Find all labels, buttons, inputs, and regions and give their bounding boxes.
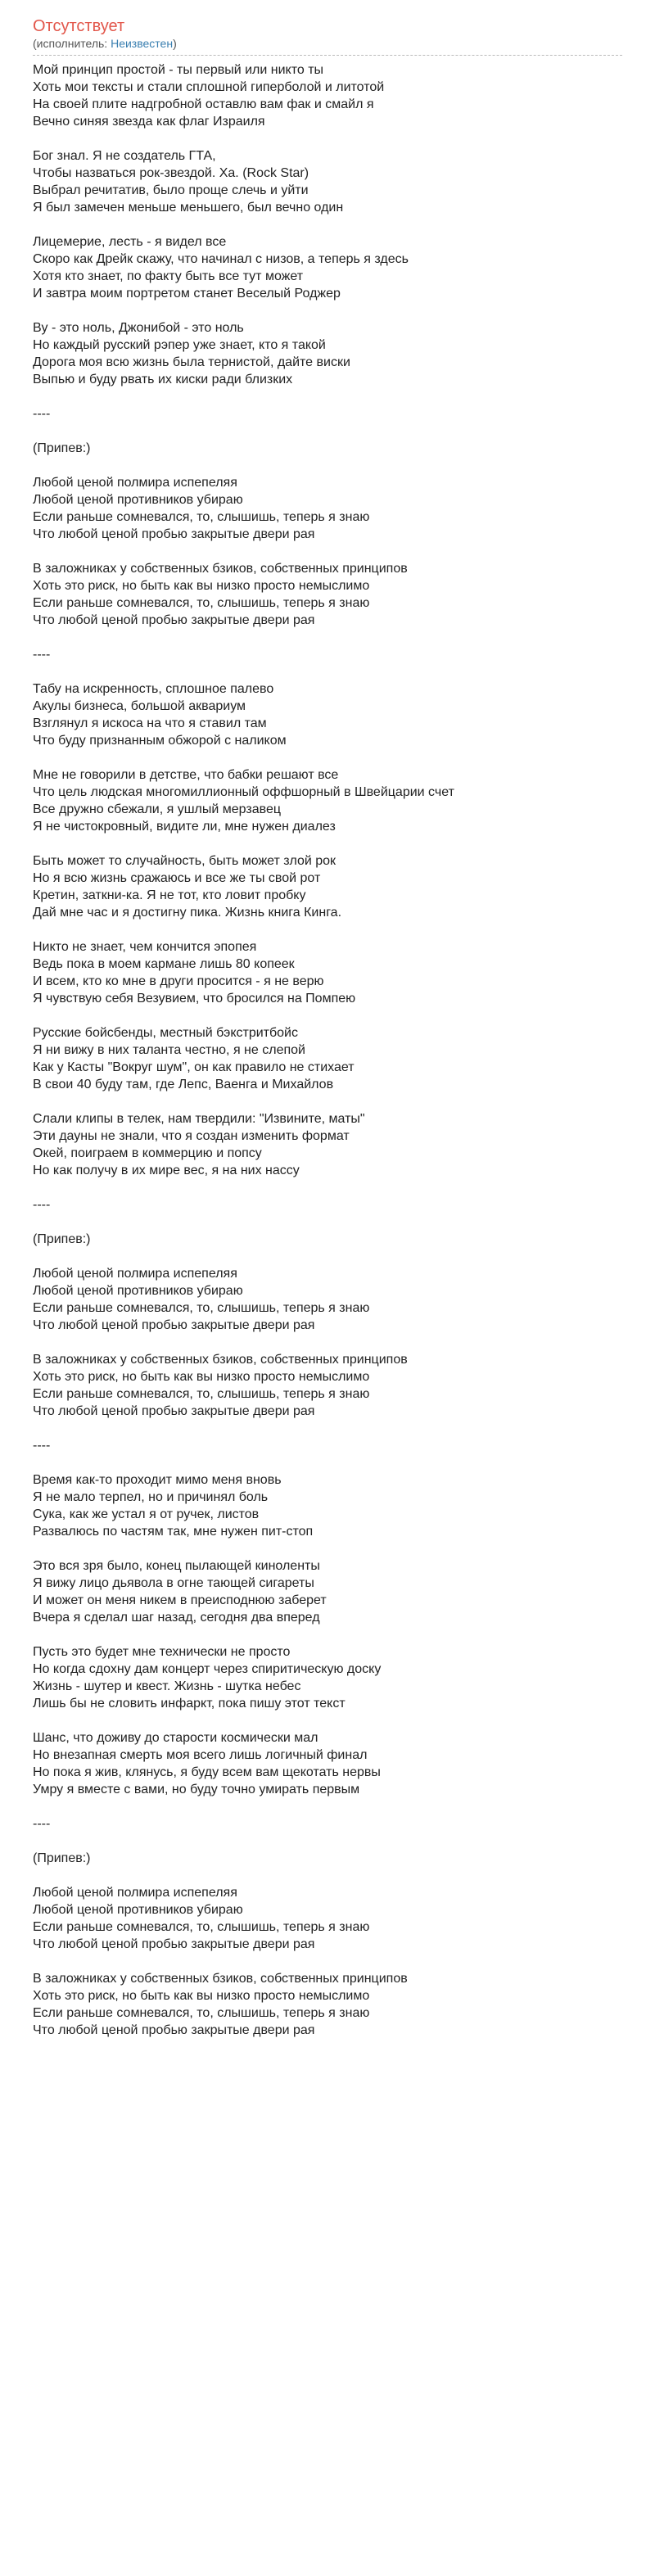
lyric-line: Скоро как Дрейк скажу, что начинал с низов, а теперь я здесь [33, 252, 409, 266]
lyric-line: Окей, поиграем в коммерцию и попсу [33, 1146, 262, 1160]
lyric-line: Любой ценой полмира испепеляя [33, 476, 237, 490]
lyric-line: Это вся зря было, конец пылающей киноленты [33, 1559, 320, 1573]
lyric-line: Что цель людская многомиллионный оффшорный в Швейцарии счет [33, 785, 454, 799]
lyric-line: Умру я вместе с вами, но буду точно умирать первым [33, 1783, 360, 1796]
stanza [33, 319, 622, 388]
lyric-line: Я был замечен меньше меньшего, был вечно один [33, 201, 344, 215]
lyric-line: Но каждый русский рэпер уже знает, кто я такой [33, 338, 326, 352]
lyric-line: Любой ценой полмира испепеляя [33, 1886, 237, 1900]
stanza [33, 233, 622, 302]
lyric-line: Дай мне час и я достигну пика. Жизнь книга Кинга. [33, 906, 342, 920]
artist-suffix: ) [173, 37, 177, 50]
lyric-line: Что любой ценой пробью закрытые двери рая [33, 1404, 315, 1418]
lyric-line: Хоть это риск, но быть как вы низко просто немыслимо [33, 579, 370, 593]
lyric-line: В заложниках у собственных бзиков, собственных принципов [33, 562, 408, 576]
lyric-line: Мне не говорили в детстве, что бабки решают все [33, 768, 339, 782]
stanza [33, 938, 622, 1007]
artist-line [33, 36, 622, 56]
lyric-line: Я чувствую себя Везувием, что бросился на Помпею [33, 992, 356, 1006]
lyric-line: Вечно синяя звезда как флаг Израиля [33, 115, 265, 129]
lyric-line: Выбрал речитатив, было проще слечь и уйти [33, 183, 309, 197]
lyric-line: Лицемерие, лесть - я видел все [33, 235, 227, 249]
lyric-line: Как у Касты "Вокруг шум", он как правило не стихает [33, 1060, 355, 1074]
song-title: Отсутствует [33, 17, 125, 35]
lyric-line: Но пока я жив, клянусь, я буду всем вам щекотать нервы [33, 1765, 381, 1779]
stanza [33, 766, 622, 835]
lyric-line: Слали клипы в телек, нам твердили: "Извините, маты" [33, 1112, 365, 1126]
stanza [33, 1265, 622, 1334]
lyric-line: ---- [33, 407, 51, 421]
lyric-line: Если раньше сомневался, то, слышишь, теперь я знаю [33, 1301, 370, 1315]
stanza [33, 1815, 622, 1833]
stanza [33, 646, 622, 663]
stanza [33, 680, 622, 749]
stanza [33, 1884, 622, 1953]
lyric-line: Но внезапная смерть моя всего лишь логичный финал [33, 1748, 368, 1762]
stanza [33, 1231, 622, 1248]
lyric-line: Любой ценой противников убираю [33, 1284, 243, 1298]
lyric-line: ---- [33, 1198, 51, 1212]
lyric-line: Мой принцип простой - ты первый или никто ты [33, 63, 324, 77]
lyric-line: Если раньше сомневался, то, слышишь, теперь я знаю [33, 1920, 370, 1934]
stanza [33, 1850, 622, 1867]
lyric-line: Но когда сдохну дам концерт через спиритическую доску [33, 1662, 382, 1676]
artist-link[interactable]: Неизвестен [111, 37, 174, 50]
lyric-line: Табу на искренность, сплошное палево [33, 682, 274, 696]
stanza [33, 1729, 622, 1798]
lyric-line: Но как получу в их мире вес, я на них нассу [33, 1164, 300, 1177]
lyric-line: Вчера я сделал шаг назад, сегодня два вперед [33, 1611, 320, 1625]
lyric-line: На своей плите надгробной оставлю вам фак и смайл я [33, 97, 374, 111]
lyric-line: Кретин, заткни-ка. Я не тот, кто ловит пробку [33, 888, 306, 902]
stanza [33, 405, 622, 423]
lyric-line: Я не мало терпел, но и причинял боль [33, 1490, 269, 1504]
lyric-line: Шанс, что доживу до старости космически мал [33, 1731, 318, 1745]
lyric-line: Любой ценой противников убираю [33, 493, 243, 507]
stanza [33, 1471, 622, 1540]
lyric-line: Что буду признанным обжорой с наликом [33, 734, 287, 748]
lyric-line: Любой ценой полмира испепеляя [33, 1267, 237, 1281]
stanza [33, 560, 622, 629]
lyric-line: Любой ценой противников убираю [33, 1903, 243, 1917]
stanza [33, 440, 622, 457]
lyric-line: Что любой ценой пробью закрытые двери рая [33, 527, 315, 541]
stanza [33, 1024, 622, 1093]
lyric-line: Хоть это риск, но быть как вы низко просто немыслимо [33, 1370, 370, 1384]
lyric-line: Выпью и буду рвать их киски ради близких [33, 373, 293, 386]
stanza [33, 1110, 622, 1179]
lyric-line: Лишь бы не словить инфаркт, пока пишу этот текст [33, 1697, 346, 1711]
lyric-line: Я не чистокровный, видите ли, мне нужен диалез [33, 820, 336, 834]
stanza [33, 1970, 622, 2039]
lyric-line: Все дружно сбежали, я ушлый мерзавец [33, 802, 281, 816]
lyric-line: Никто не знает, чем кончится эпопея [33, 940, 257, 954]
lyric-line: Если раньше сомневался, то, слышишь, теперь я знаю [33, 2006, 370, 2020]
lyric-line: ---- [33, 648, 51, 662]
lyric-line: Ву - это ноль, Джонибой - это ноль [33, 321, 244, 335]
lyric-line: Если раньше сомневался, то, слышишь, теперь я знаю [33, 596, 370, 610]
stanza [33, 1437, 622, 1454]
stanza [33, 1351, 622, 1420]
artist-prefix: (исполнитель: [33, 37, 111, 50]
lyric-line: И может он меня никем в преисподнюю заберет [33, 1593, 327, 1607]
lyric-line: (Припев:) [33, 441, 91, 455]
lyric-line: ---- [33, 1439, 51, 1453]
lyric-line: Эти дауны не знали, что я создан изменить формат [33, 1129, 350, 1143]
lyric-line: Хотя кто знает, по факту быть все тут может [33, 269, 304, 283]
lyric-line: Что любой ценой пробью закрытые двери рая [33, 2023, 315, 2037]
lyric-line: Если раньше сомневался, то, слышишь, теперь я знаю [33, 1387, 370, 1401]
lyric-line: В заложниках у собственных бзиков, собственных принципов [33, 1353, 408, 1367]
lyric-line: (Припев:) [33, 1232, 91, 1246]
lyric-line: Ведь пока в моем кармане лишь 80 копеек [33, 957, 295, 971]
lyric-line: В свои 40 буду там, где Лепс, Ваенга и Михайлов [33, 1078, 334, 1091]
lyric-line: Акулы бизнеса, большой аквариум [33, 699, 246, 713]
lyric-line: ---- [33, 1817, 51, 1831]
lyrics-text [33, 61, 622, 2039]
lyrics-page [33, 16, 622, 2056]
stanza [33, 147, 622, 216]
stanza [33, 474, 622, 543]
lyric-line: Сука, как же устал я от ручек, листов [33, 1507, 260, 1521]
lyric-line: Я ни вижу в них таланта честно, я не слепой [33, 1043, 305, 1057]
lyric-line: Бог знал. Я не создатель ГТА, [33, 149, 216, 163]
lyric-line: Если раньше сомневался, то, слышишь, теперь я знаю [33, 510, 370, 524]
lyric-line: Взглянул я искоса на что я ставил там [33, 716, 267, 730]
stanza [33, 1196, 622, 1213]
lyric-line: Дорога моя всю жизнь была тернистой, дайте виски [33, 355, 350, 369]
lyric-line: В заложниках у собственных бзиков, собственных принципов [33, 1972, 408, 1986]
stanza [33, 1557, 622, 1626]
stanza [33, 1643, 622, 1712]
stanza [33, 852, 622, 921]
lyric-line: (Припев:) [33, 1851, 91, 1865]
lyric-line: Хоть мои тексты и стали сплошной гиперболой и литотой [33, 80, 385, 94]
lyric-line: Что любой ценой пробью закрытые двери рая [33, 1937, 315, 1951]
lyric-line: Русские бойсбенды, местный бэкстритбойс [33, 1026, 298, 1040]
lyric-line: И всем, кто ко мне в други просится - я не верю [33, 974, 324, 988]
lyric-line: Что любой ценой пробью закрытые двери рая [33, 1318, 315, 1332]
lyric-line: И завтра моим портретом станет Веселый Роджер [33, 287, 341, 301]
lyric-line: Пусть это будет мне технически не просто [33, 1645, 291, 1659]
lyric-line: Время как-то проходит мимо меня вновь [33, 1473, 282, 1487]
lyric-line: Хоть это риск, но быть как вы низко просто немыслимо [33, 1989, 370, 2003]
lyric-line: Я вижу лицо дьявола в огне тающей сигареты [33, 1576, 314, 1590]
lyric-line: Но я всю жизнь сражаюсь и все же ты свой рот [33, 871, 321, 885]
lyric-line: Быть может то случайность, быть может злой рок [33, 854, 337, 868]
lyric-line: Чтобы назваться рок-звездой. Ха. (Rock Star) [33, 166, 309, 180]
lyric-line: Что любой ценой пробью закрытые двери рая [33, 613, 315, 627]
lyric-line: Развалюсь по частям так, мне нужен пит-стоп [33, 1525, 314, 1539]
stanza [33, 61, 622, 130]
lyric-line: Жизнь - шутер и квест. Жизнь - шутка небес [33, 1679, 301, 1693]
